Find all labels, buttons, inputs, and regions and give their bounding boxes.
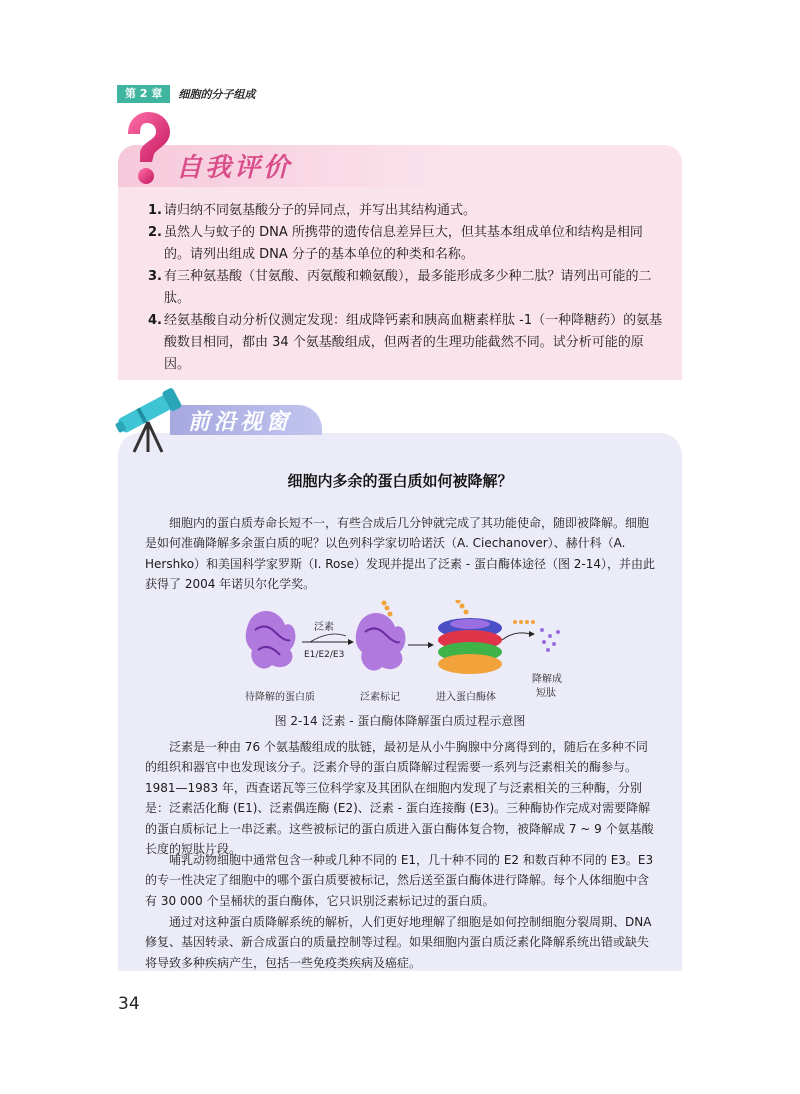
list-item <box>148 200 668 222</box>
item-text: 请归纳不同氨基酸分子的异同点，并写出其结构通式。 <box>164 203 477 218</box>
figure-label-3: 进入蛋白酶体 <box>436 692 496 703</box>
figure-label-2: 泛素标记 <box>360 692 400 703</box>
paragraph-4: 通过对这种蛋白质降解系统的解析，人们更好地理解了细胞是如何控制细胞分裂周期、DNA 修复、基因转录、新合成蛋白的质量控制等过程。如果细胞内蛋白质泛素化降解系统出错或缺失将导致多种疾病产生，包括一些免疫类疾病及癌症。 <box>145 915 652 970</box>
list-item <box>148 222 668 266</box>
item-text: 经氨基酸自动分析仪测定发现：组成降钙素和胰高血糖素样肽 -1（一种降糖药）的氨基酸数目相同，都由 34 个氨基酸组成，但两者的生理功能截然不同。试分析可能的原因。 <box>164 313 663 372</box>
figure-label-1: 待降解的蛋白质 <box>245 692 315 703</box>
list-item <box>148 310 668 376</box>
item-text: 虽然人与蚊子的 DNA 所携带的遗传信息差异巨大，但其基本组成单位和结构是相同的。请列出组成 DNA 分子的基本单位的种类和名称。 <box>164 225 643 262</box>
question-mark-icon <box>120 110 172 188</box>
figure-label-4-line2: 短肽 <box>536 688 556 699</box>
page-number: 34 <box>118 994 140 1014</box>
arrow-label-top: 泛素 <box>314 622 334 633</box>
paragraph-1: 细胞内的蛋白质寿命长短不一，有些合成后几分钟就完成了其功能使命，随即被降解。细胞是如何准确降解多余蛋白质的呢？以色列科学家切哈诺沃（A. Ciechanover）、赫什科（A. Hershko）和美国科学家罗斯（I. Rose）发现并提出了泛素 - 蛋白酶体途径（图 2-14），并由此获得了 2004 年诺贝尔化学奖。 <box>145 516 656 592</box>
frontier-title: 前沿视窗 <box>188 410 293 435</box>
paragraph-3: 哺乳动物细胞中通常包含一种或几种不同的 E1，几十种不同的 E2 和数百种不同的 E3。E3 的专一性决定了细胞中的哪个蛋白质要被标记，然后送至蛋白酶体进行降解。每个人体细胞中含有 30 000 个呈桶状的蛋白酶体，它只识别泛素标记过的蛋白质。 <box>145 853 654 908</box>
tagged-protein-illustration <box>356 601 406 671</box>
protein-illustration <box>246 611 296 669</box>
figure-label-4-line1: 降解成 <box>532 674 562 685</box>
self-evaluation-list <box>148 200 668 376</box>
article-title: 细胞内多余的蛋白质如何被降解？ <box>287 472 513 490</box>
item-number: 3. <box>148 269 162 284</box>
item-number: 2. <box>148 225 162 240</box>
item-number: 1. <box>148 203 162 218</box>
list-item <box>148 266 668 310</box>
chapter-number: 第 2 章 <box>117 85 170 103</box>
item-text: 有三种氨基酸（甘氨酸、丙氨酸和赖氨酸），最多能形成多少种二肽？请列出可能的二肽。 <box>164 269 652 306</box>
figure-caption: 图 2-14 泛素 - 蛋白酶体降解蛋白质过程示意图 <box>274 714 526 728</box>
proteasome-illustration <box>438 600 502 674</box>
arrow-label-bottom: E1/E2/E3 <box>304 650 345 660</box>
item-number: 4. <box>148 313 162 328</box>
paragraph-2: 泛素是一种由 76 个氨基酸组成的肽链，最初是从小牛胸腺中分离得到的，随后在多种不同的组织和器官中也发现该分子。泛素介导的蛋白质降解过程需要一系列与泛素相关的酶参与。1981—1983 年，西查诺瓦等三位科学家及其团队在细胞内发现了与泛素相关的三种酶，分别是：泛素活化酶 (E1)、泛素偶连酶 (E2)、泛素 - 蛋白连接酶 (E3)。三种酶协作完成对需要降解的蛋白质标记上一串泛素。这些被标记的蛋白质进入蛋白酶体复合物，被降解成 7 ~ 9 个氨基酸长度的短肽片段。 <box>145 740 654 857</box>
self-evaluation-title: 自我评价 <box>176 153 293 183</box>
telescope-icon <box>112 384 187 454</box>
peptide-fragments <box>540 628 560 652</box>
chapter-header <box>117 85 255 103</box>
chapter-title: 细胞的分子组成 <box>178 88 256 101</box>
ubiquitin-proteasome-figure <box>240 600 580 710</box>
